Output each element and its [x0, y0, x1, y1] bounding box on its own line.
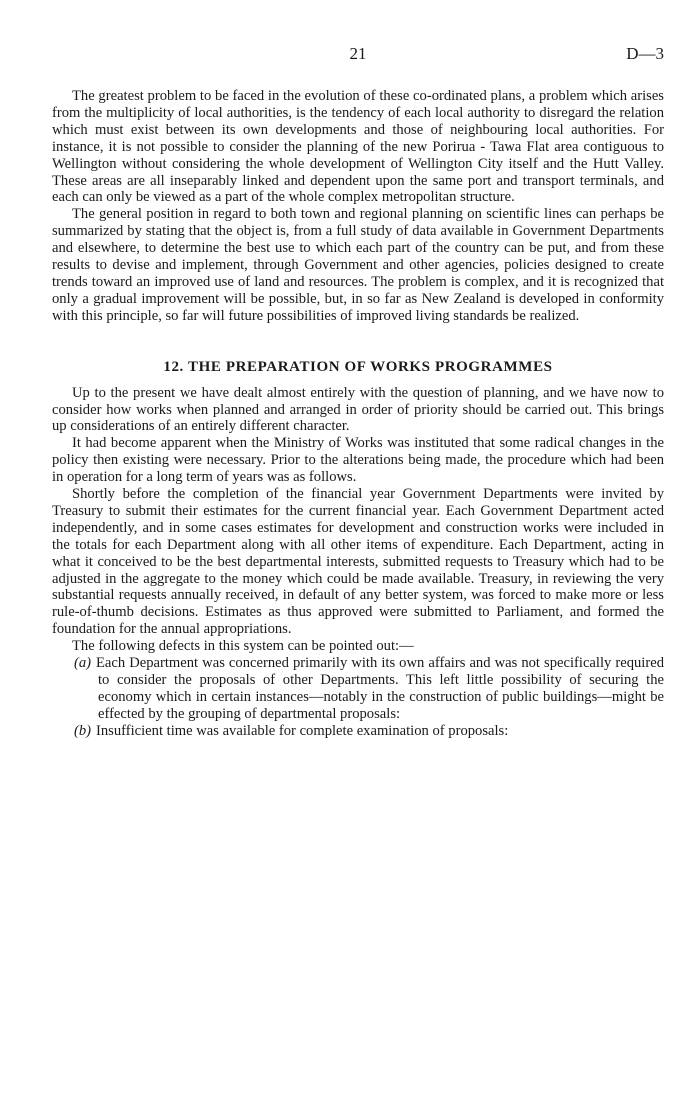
- body-text: [52, 88, 664, 740]
- section-heading: 12. THE PREPARATION OF WORKS PROGRAMMES: [163, 358, 553, 375]
- paragraph-general-position: The general position in regard to both town and regional planning on scientific lines can perhaps be summarized by stating that the object is, from a full study of data available in Government Departments and elsewhere, to determine the best use to which each part of the country can be put, and from these results to devise and implement, through Government and other agencies, policies designed to create trends toward an improved use of land and resources. The problem is complex, and it is recognized that only a gradual improvement will be possible, but, in so far as New Zealand is developed in conformity with this principle, so far will future possibilities of improved living standards be realized.: [52, 206, 664, 324]
- page-number: 21: [349, 44, 367, 63]
- list-item-text: Insufficient time was available for complete examination of proposals:: [96, 722, 509, 739]
- list-item-a: [52, 655, 664, 723]
- list-marker: (a): [74, 655, 92, 672]
- paragraph-coordinated-plans: The greatest problem to be faced in the evolution of these co-ordinated plans, a problem which arises from the multiplicity of local authorities, is the tendency of each local authority to disregard the relation which must exist between its own developments and those of neighbouring local authorities. For instance, it is not possible to consider the planning of the new Porirua - Tawa Flat area contiguous to Wellington without considering the whole development of Wellington City itself and the Hutt Valley. These areas are all inseparably linked and dependent upon the same port and transport terminals, and each can only be viewed as a part of the whole complex metropolitan structure.: [52, 88, 664, 206]
- paragraph-planning-intro: Up to the present we have dealt almost entirely with the question of planning, and we have now to consider how works when planned and arranged in order of priority should be carried out. This brings up considerations of an entirely different character.: [52, 384, 664, 435]
- list-item-b: [52, 723, 664, 740]
- list-item-text: Each Department was concerned primarily with its own affairs and was not specifically required to consider the proposals of other Departments. This left little possibility of securing the economy which in certain instances—notably in the construction of public buildings—might be effected by the grouping of departmental proposals:: [96, 655, 664, 722]
- document-code: D—3: [626, 44, 664, 63]
- paragraph-defects-intro: The following defects in this system can be pointed out:—: [72, 638, 414, 655]
- page-header: [52, 44, 664, 68]
- list-marker: (b): [74, 722, 92, 739]
- paragraph-estimates-procedure: Shortly before the completion of the financial year Government Departments were invited by Treasury to submit their estimates for the current financial year. Each Government Department acted independently, and in some cases estimates for development and construction works were included in the totals for each Department along with all other items of expenditure. Each Department, acting in what it conceived to be the best departmental interests, submitted requests to Treasury which had to be adjusted in the aggregate to the money which could be made available. Treasury, in reviewing the very substantial requests annually received, in default of any better system, was forced to make more or less rule-of-thumb decisions. Estimates as thus approved were submitted to Parliament, and formed the foundation for the annual appropriations.: [52, 486, 664, 638]
- paragraph-ministry-of-works: It had become apparent when the Ministry of Works was instituted that some radical changes in the policy then existing were necessary. Prior to the alterations being made, the procedure which had been in operation for a long term of years was as follows.: [52, 435, 664, 486]
